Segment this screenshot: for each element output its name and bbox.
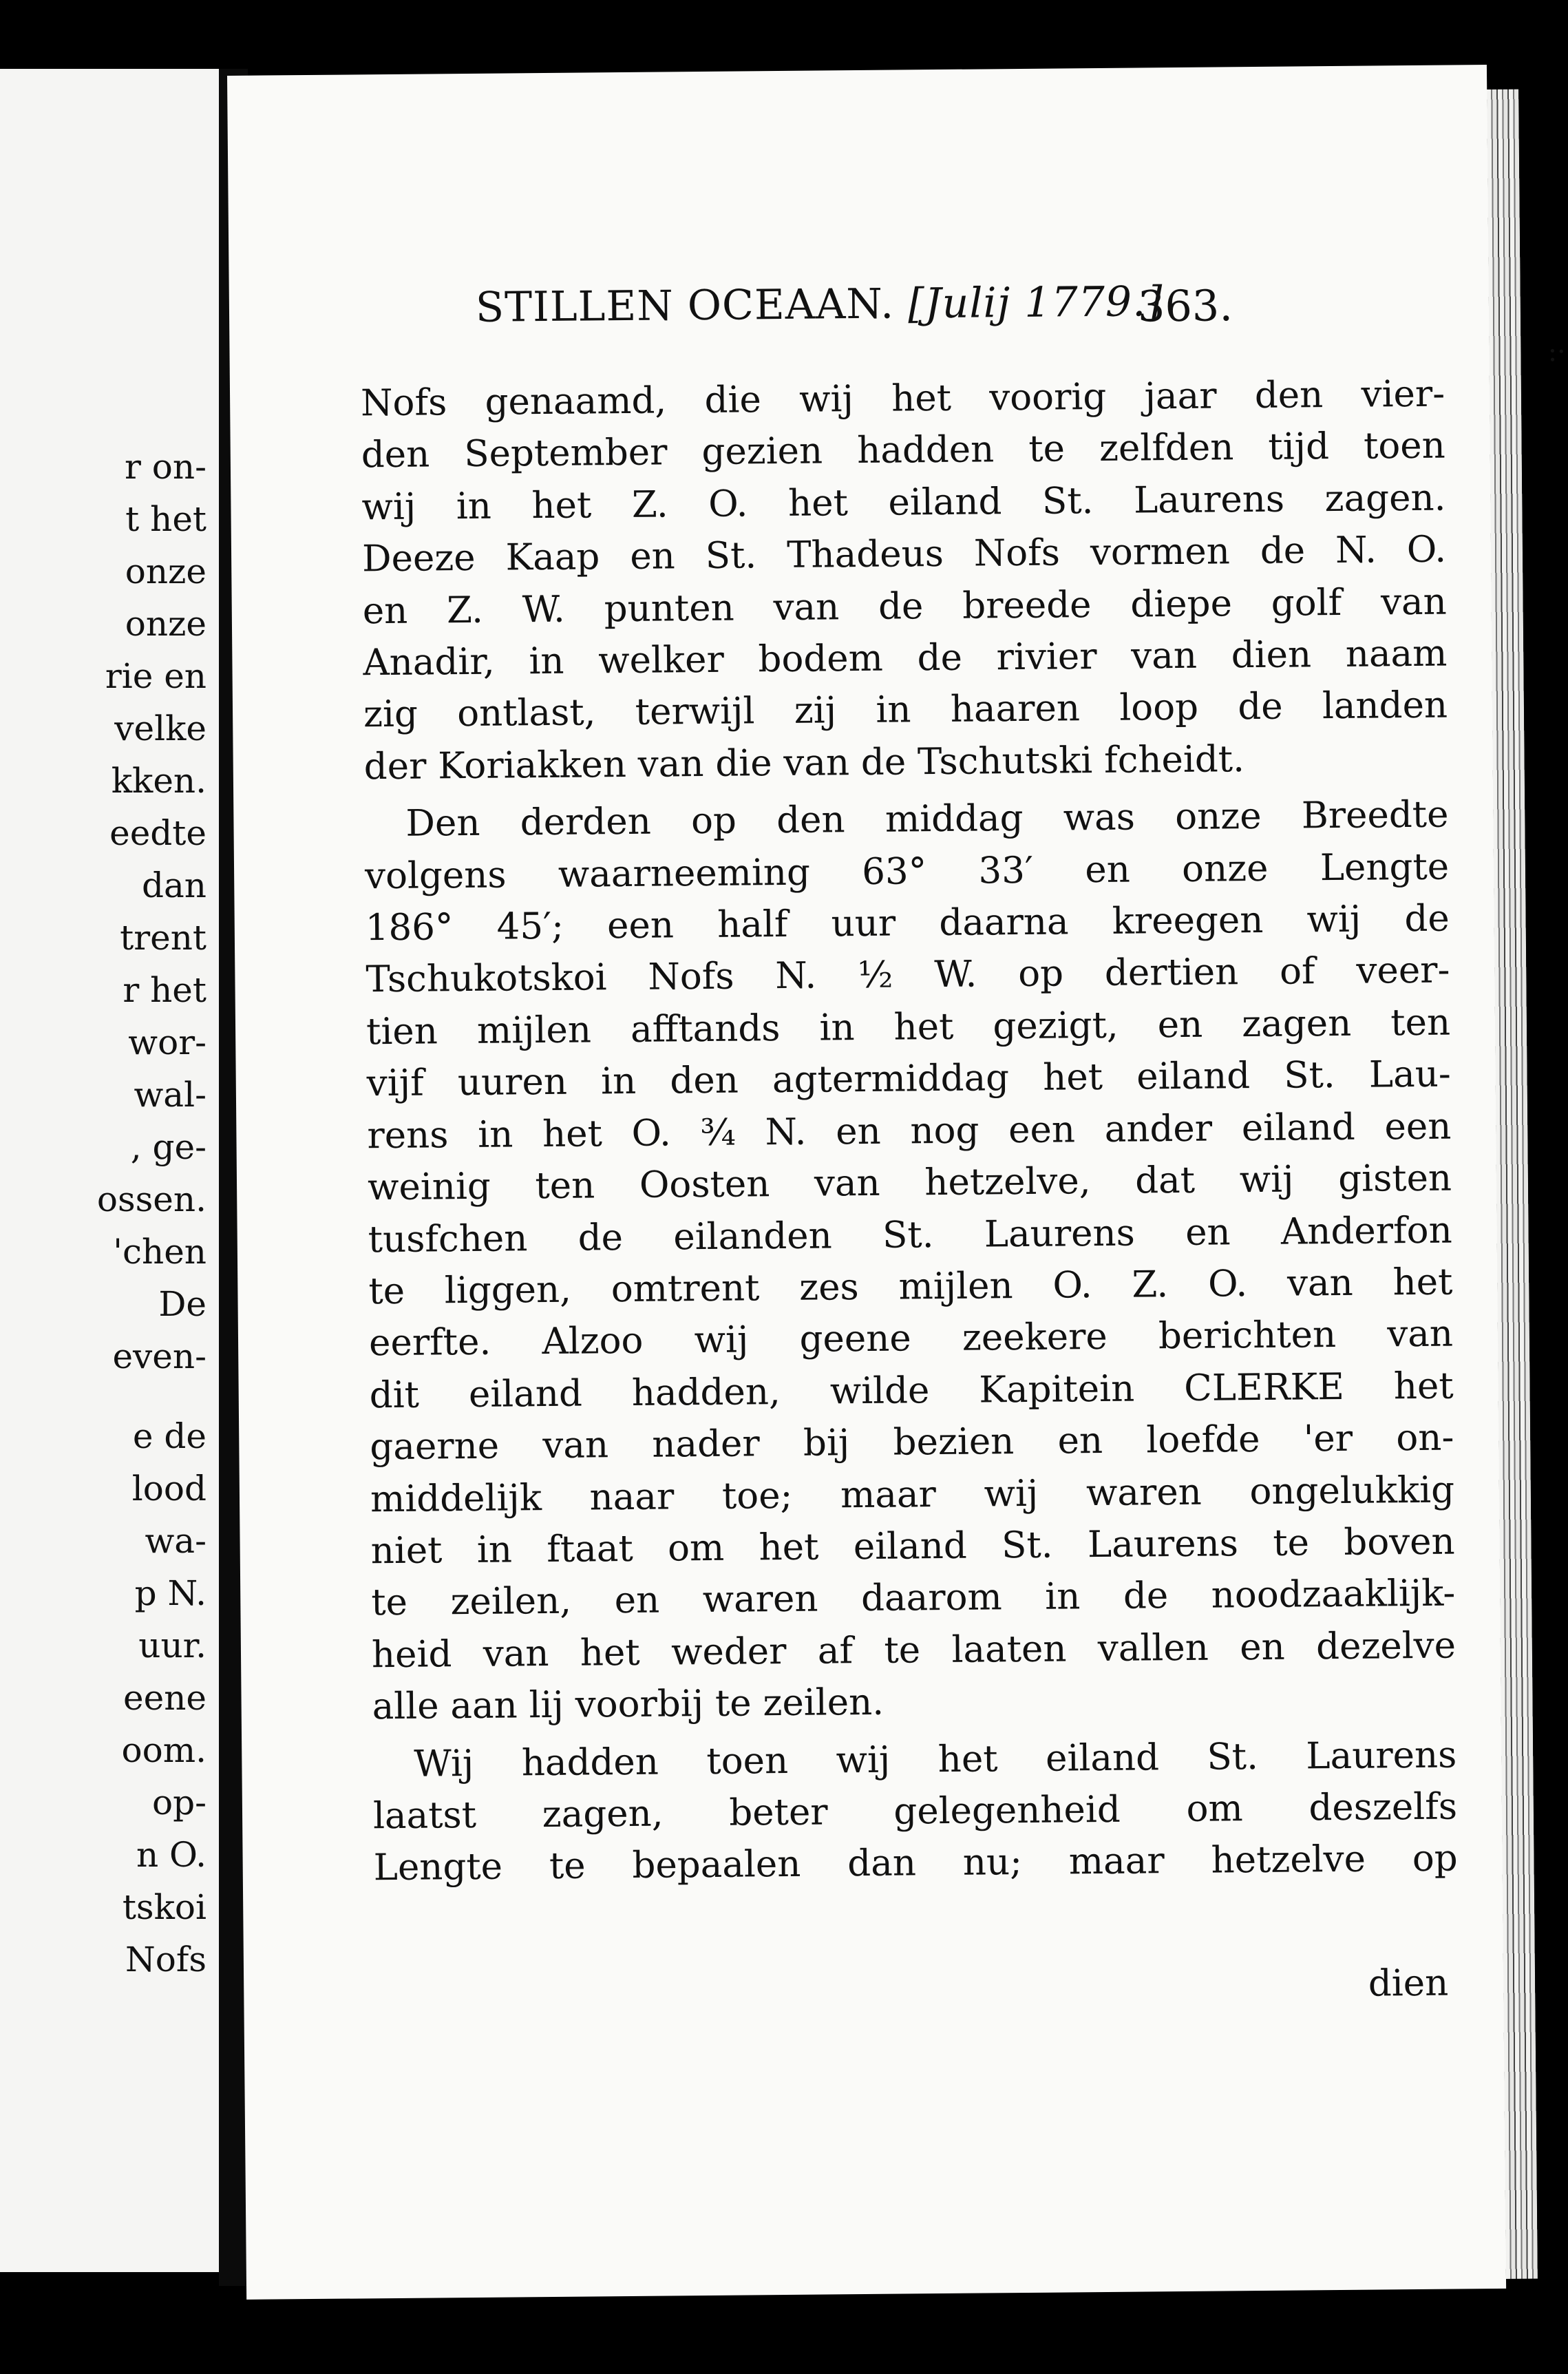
body-text <box>361 368 1458 1894</box>
text-line: gaerne van nader bij bezien en loefde 'er on- <box>370 1416 1454 1469</box>
text-line: Tschukotskoi Nofs N. ½ W. op dertien of veer- <box>365 949 1450 1001</box>
text-line: Nofs genaamd, die wij het voorig jaar den vier- <box>360 372 1445 425</box>
paragraph <box>364 789 1456 1733</box>
left-page-line: op- <box>151 1783 206 1822</box>
left-page-line: r het <box>123 970 206 1010</box>
text-line: tusfchen de eilanden St. Laurens en Anderfon <box>368 1209 1452 1261</box>
running-header <box>476 277 1163 332</box>
left-page-line: wa- <box>145 1521 206 1561</box>
left-page-line: tskoi <box>122 1887 206 1927</box>
left-page-line: eedte <box>109 813 206 853</box>
left-page-line: kken. <box>111 761 206 801</box>
text-line: Anadir, in welker bodem de rivier van dien naam <box>363 632 1448 684</box>
text-line: Den derden op den middag was onze Breedte <box>405 793 1449 845</box>
text-line: vijf uuren in den agtermiddag het eiland St. Lau- <box>366 1053 1451 1105</box>
text-line: Deeze Kaap en St. Thadeus Nofs vormen de N. O. <box>361 528 1447 580</box>
left-page-line: eene <box>123 1678 206 1718</box>
margin-marks: :· <box>1547 336 1566 368</box>
left-page-line: wal- <box>134 1075 206 1115</box>
text-line: wij in het Z. O. het eiland St. Laurens zagen. <box>361 476 1446 529</box>
left-page-line: uur. <box>138 1626 206 1666</box>
text-line: heid van het weder af te laaten vallen en dezelve <box>371 1624 1456 1677</box>
left-page-line: velke <box>114 708 206 748</box>
paragraph <box>361 368 1448 793</box>
right-page <box>227 65 1566 2300</box>
left-page-line: rie en <box>105 656 206 696</box>
left-page-line: onze <box>125 604 206 644</box>
page-number: 363. <box>1137 280 1233 332</box>
text-line: dit eiland hadden, wilde Kapitein CLERKE het <box>369 1365 1454 1416</box>
text-line: alle aan lij voorbij te zeilen. <box>372 1681 884 1728</box>
left-page-line: ossen. <box>96 1179 206 1219</box>
left-page-line: even- <box>112 1336 206 1376</box>
text-line: rens in het O. ¾ N. en nog een ander eiland een <box>367 1105 1452 1157</box>
left-page-line: wor- <box>128 1022 206 1062</box>
text-line: den September gezien hadden te zelfden tijd toen <box>361 424 1446 476</box>
left-page-line: p N. <box>134 1573 206 1613</box>
text-line: middelijk naar toe; maar wij waren ongelukkig <box>370 1469 1455 1520</box>
text-line: niet in ftaat om het eiland St. Laurens te boven <box>370 1520 1455 1573</box>
left-page-line: dan <box>141 865 206 905</box>
text-line: zig ontlast, terwijl zij in haaren loop de landen <box>363 684 1448 736</box>
text-line: volgens waarneeming 63° 33′ en onze Lengte <box>364 845 1450 897</box>
left-page <box>0 69 219 2272</box>
left-page-line: , ge- <box>130 1127 206 1167</box>
running-title: STILLEN OCEAAN. <box>475 280 895 332</box>
left-page-line: r on- <box>125 447 206 487</box>
left-page-line: 'chen <box>113 1232 206 1272</box>
text-line: tien mijlen afftands in het gezigt, en zagen ten <box>365 1001 1451 1053</box>
text-line: Lengte te bepaalen dan nu; maar hetzelve op <box>373 1837 1458 1889</box>
text-line: weinig ten Oosten van hetzelve, dat wij gisten <box>367 1157 1452 1209</box>
text-line: eerfte. Alzoo wij geene zeekere berichten van <box>368 1312 1454 1365</box>
text-line: te zeilen, en waren daarom in de noodzaaklijk- <box>371 1572 1456 1624</box>
text-line: 186° 45′; een half uur daarna kreegen wij de <box>365 897 1450 949</box>
left-page-line: trent <box>120 918 206 958</box>
text-line: te liggen, omtrent zes mijlen O. Z. O. van het <box>368 1261 1453 1313</box>
left-page-line: De <box>158 1284 206 1324</box>
text-line: Wij hadden toen wij het eiland St. Laurens <box>414 1734 1457 1785</box>
left-page-line: n O. <box>136 1835 206 1875</box>
left-page-line: oom. <box>121 1730 206 1770</box>
text-line: laatst zagen, beter gelegenheid om deszelfs <box>372 1785 1458 1838</box>
left-page-line: t het <box>125 499 206 539</box>
left-page-line: onze <box>125 552 206 591</box>
paragraph <box>372 1729 1458 1894</box>
text-line: der Koriakken van die van de Tschutski fcheidt. <box>363 737 1245 788</box>
left-page-line: e de <box>132 1416 206 1456</box>
header-date: [Julij 1779.] <box>907 277 1163 328</box>
left-page-line: lood <box>131 1469 206 1509</box>
left-page-line: Nofs <box>125 1940 206 1979</box>
text-line: en Z. W. punten van de breede diepe golf van <box>362 580 1447 632</box>
catchword: dien <box>1368 1962 1449 2005</box>
